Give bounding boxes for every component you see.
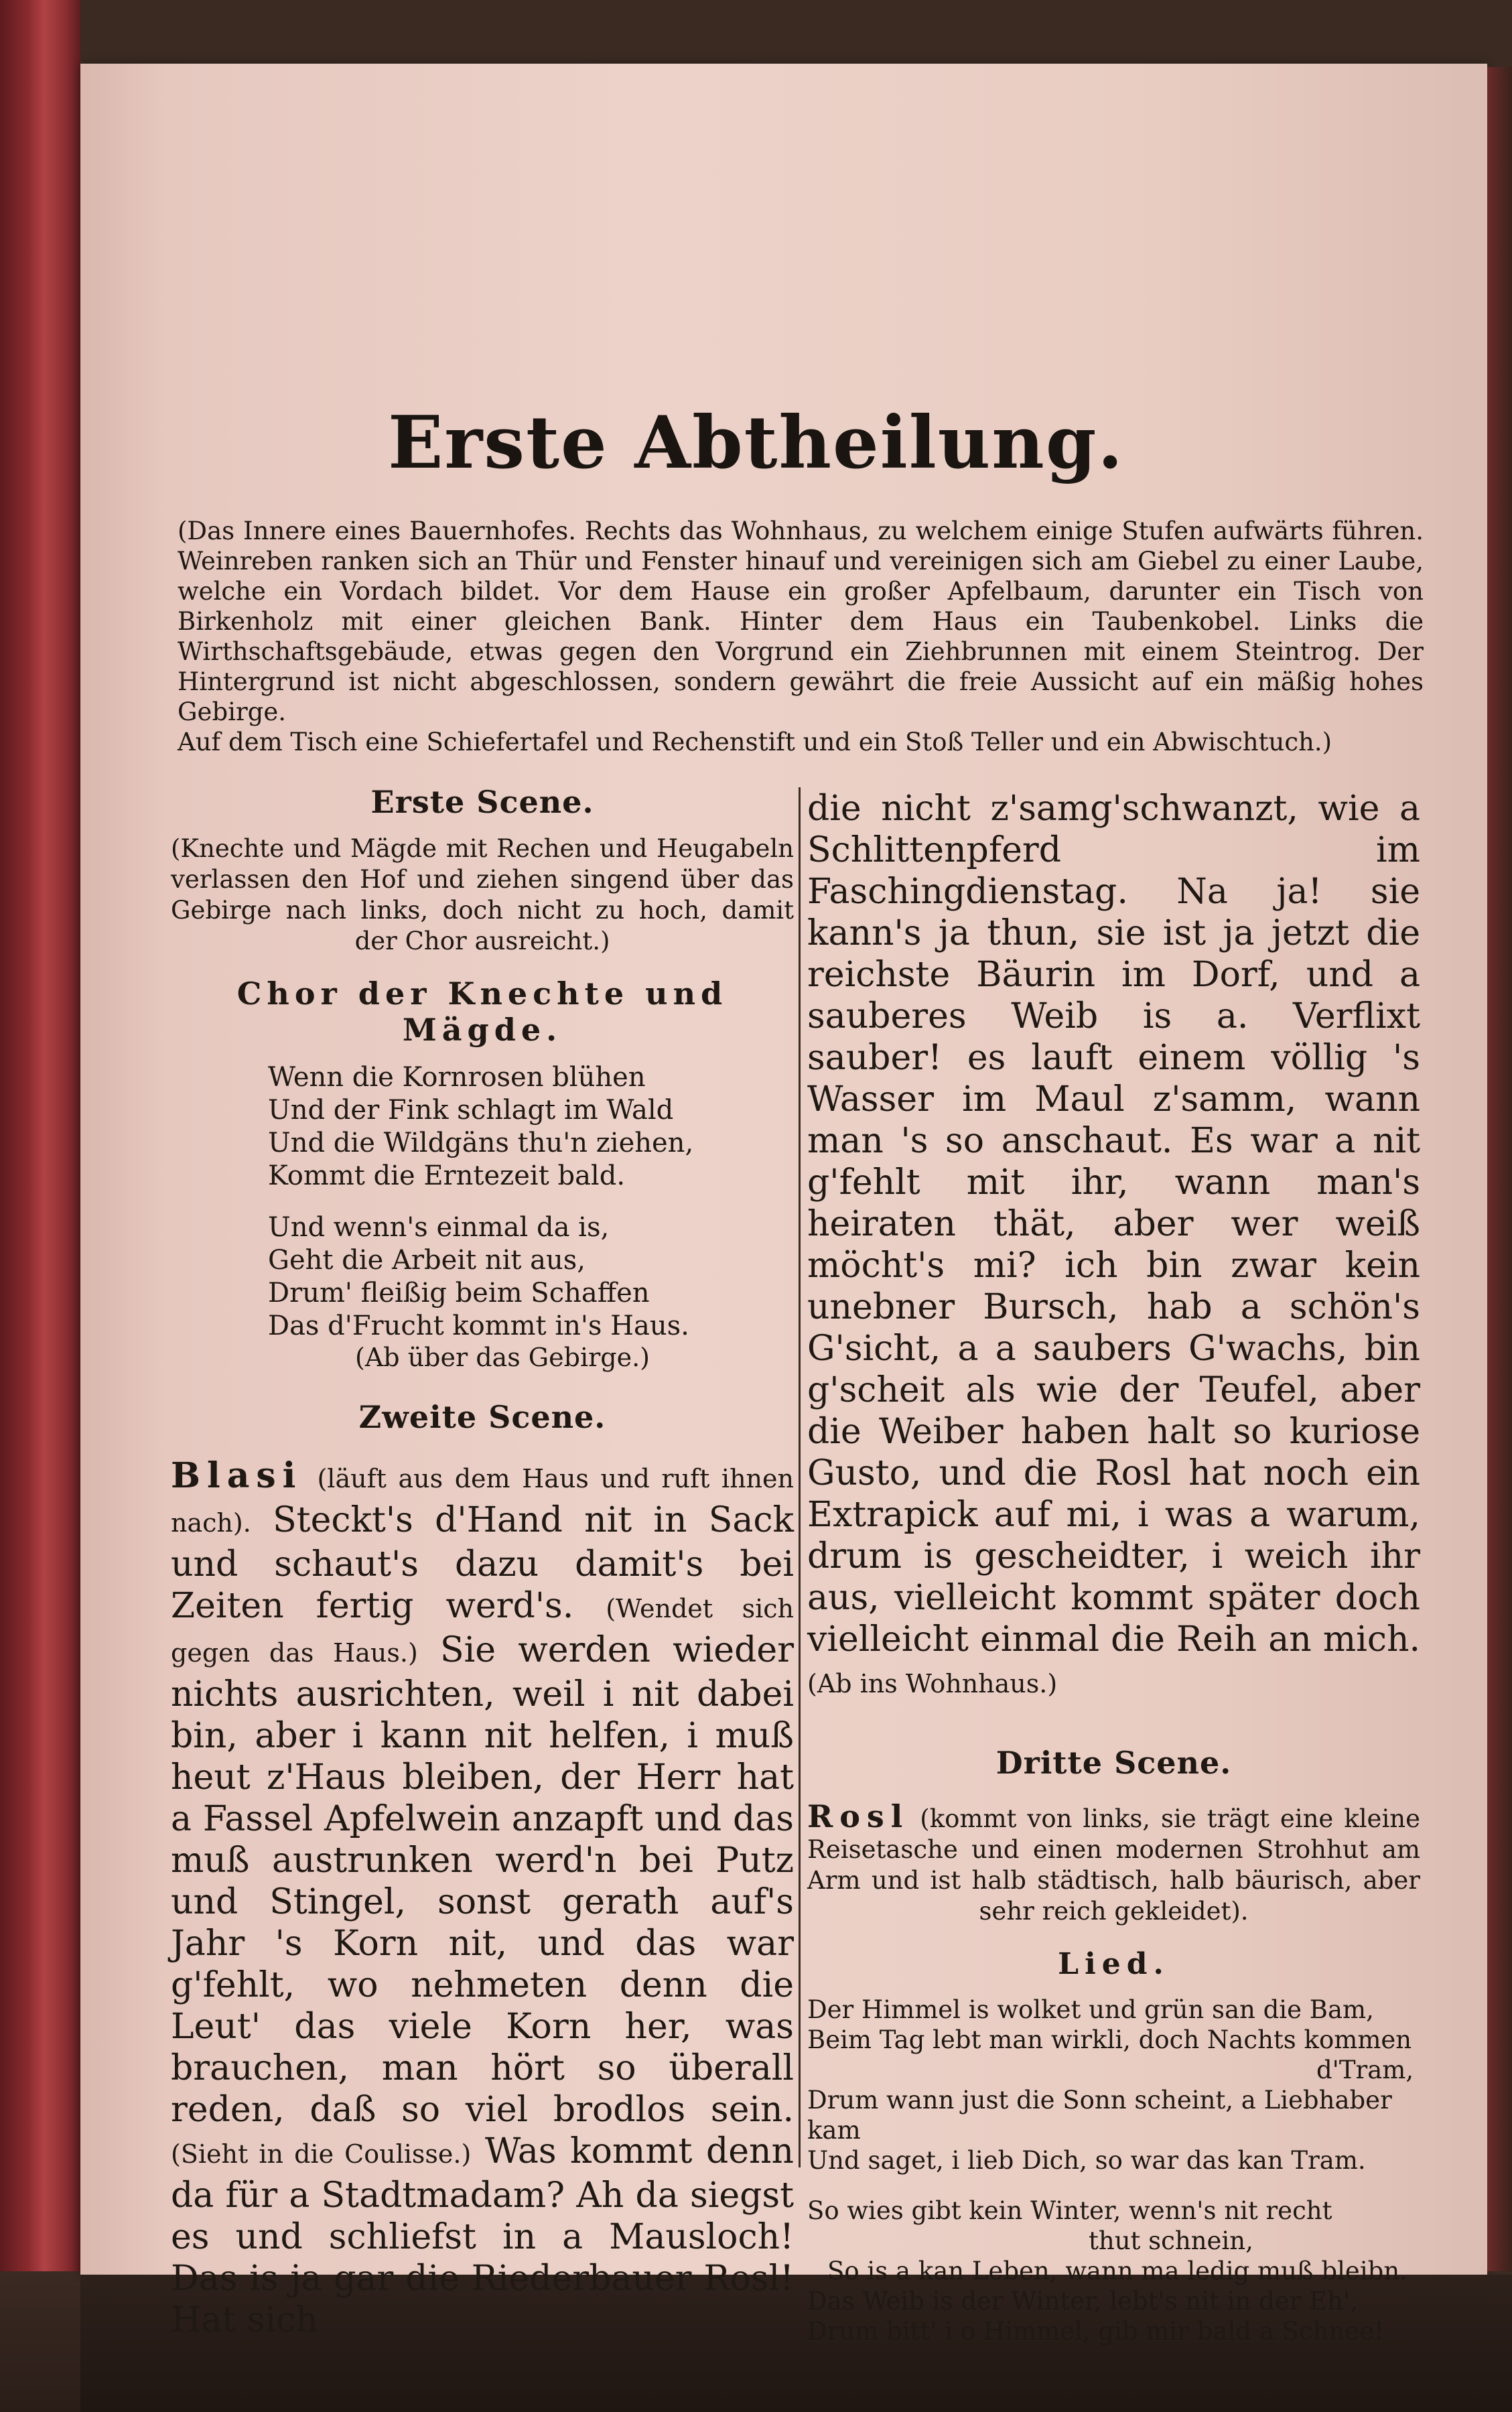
speaker-name: Blasi xyxy=(171,1455,303,1496)
verse-line: Wenn die Kornrosen blühen xyxy=(268,1062,646,1093)
stage-direction: (läuft aus dem Haus und ruft ihnen nach). xyxy=(171,1464,794,1538)
dialogue: Sie werden wieder nichts ausrichten, weil i nit dabei bin, aber i kann nit helfen, i muß heut z'Haus bleiben, der Herr hat a Fassel Apfelwein anzapft und das muß austrunken werd'n bei Putz und Stingel, sonst gerath auf's Jahr 's Korn nit, und das war g'fehlt, wo nehmeten denn die Leut' das viele Korn her, was brauchen, man hört so überall reden, daß so viel brodlos sein. xyxy=(171,1630,794,2130)
right-column xyxy=(807,770,1420,2346)
song-lyrics xyxy=(807,1995,1420,2346)
blasi-speech-continued xyxy=(807,788,1420,1704)
speaker-name: Rosl xyxy=(807,1798,910,1834)
song-line: Der Himmel is wolket und grün san die Bam, xyxy=(807,1995,1374,2024)
left-column xyxy=(171,770,794,2341)
book-spine-left xyxy=(0,0,80,2412)
chorus-exit-direction: (Ab über das Gebirge.) xyxy=(355,1343,650,1372)
song-line: Und saget, i lieb Dich, so war das kan Tram. xyxy=(807,2146,1366,2175)
song-line: So wies gibt kein Winter, wenn's nit recht xyxy=(807,2196,1332,2225)
scene-title-1: Erste Scene. xyxy=(370,784,594,820)
dialogue: die nicht z'samg'schwanzt, wie a Schlittenpferd im Faschingdienstag. Na ja! sie kann's ja thun, sie ist ja jetzt die reichste Bäurin im Dorf, und a sauberes Weib is a. Verflixt sauber! es lauft einem völlig 's Wasser im Maul z'samm, wann man 's so anschaut. Es war a nit g'fehlt mit ihr, wann man's heiraten thät, aber wer weiß möcht's mi? ich bin zwar kein unebner Bursch, hab a schön's G'sicht, a a saubers G'wachs, bin g'scheit als wie der Teufel, aber die Weiber haben halt so kuriose Gusto, und die Rosl hat noch ein Extrapick auf mi, i was a warum, drum is gescheidter, i weich ihr aus, vielleicht kommt später doch vielleicht einmal die Reih an mich. xyxy=(807,789,1420,1660)
scene-title-2: Zweite Scene. xyxy=(358,1399,606,1435)
stage-direction: (Ab ins Wohnhaus.) xyxy=(807,1669,1058,1698)
song-line: Drum wann just die Sonn scheint, a Liebhaber kam xyxy=(807,2086,1392,2145)
scene-title-3: Dritte Scene. xyxy=(995,1745,1232,1781)
column-divider xyxy=(799,787,801,2167)
page-edge xyxy=(1487,67,1512,2271)
blasi-speech xyxy=(171,1455,794,2341)
stage-direction: (Sieht in die Coulisse.) xyxy=(171,2139,472,2169)
dialogue: Was kommt denn da für a Stadtmadam? Ah da siegst es und schliefst in a Mausloch! Das is ja gar die Riederbauer Rosl! Hat sich xyxy=(171,2131,795,2340)
page-title: Erste Abtheilung. xyxy=(388,401,1124,485)
song-line: thut schnein, xyxy=(1089,2226,1253,2255)
verse-line: Und der Fink schlagt im Wald xyxy=(268,1095,674,1126)
verse-line: Kommt die Erntezeit bald. xyxy=(268,1160,626,1191)
chorus-verse-1 xyxy=(171,1061,794,1193)
song-line: d'Tram, xyxy=(1316,2056,1414,2084)
intro-last-line: Auf dem Tisch eine Schiefertafel und Rechenstift und ein Stoß Teller und ein Abwischtuch.) xyxy=(178,728,1332,756)
scene1-direction: (Knechte und Mägde mit Rechen und Heugabeln verlassen den Hof und ziehen singend über das Gebirge nach links, doch nicht zu hoch, damit der Chor ausreicht.) xyxy=(171,834,794,955)
intro-text: (Das Innere eines Bauernhofes. Rechts das Wohnhaus, zu welchem einige Stufen aufwärts führen. Weinreben ranken sich an Thür und Fenster hinauf und vereinigen sich am Giebel zu einer Laube, welche ein Vordach bildet. Vor dem Hause ein großer Apfelbaum, darunter ein Tisch von Birkenholz mit einer gleichen Bank. Hinter dem Haus ein Taubenkobel. Links die Wirthschaftsgebäude, etwas gegen den Vorgrund ein Ziehbrunnen mit einem Steintrog. Der Hintergrund ist nicht abgeschlossen, sondern gewährt die freie Aussicht auf ein mäßig hohes Gebirge. xyxy=(178,517,1424,726)
rosl-entrance xyxy=(807,1798,1421,1927)
verse-line: Geht die Arbeit nit aus, xyxy=(268,1245,586,1276)
verse-line: Das d'Frucht kommt in's Haus. xyxy=(268,1311,689,1341)
verse-line: Und die Wildgäns thu'n ziehen, xyxy=(268,1128,694,1158)
verse-line: Und wenn's einmal da is, xyxy=(268,1212,610,1243)
dialogue: Steckt's d'Hand nit in Sack und schaut's dazu damit's bei Zeiten fertig werd's. xyxy=(171,1500,795,1626)
book-corner xyxy=(0,2271,80,2412)
song-line: Das Weib is der Winter, lebt's nit in der Eh', xyxy=(807,2287,1358,2316)
intro-stage-direction xyxy=(178,516,1424,757)
song-title: Lied. xyxy=(1058,1947,1170,1981)
chorus-heading: Chor der Knechte und Mägde. xyxy=(236,976,728,1048)
verse-line: Drum' fleißig beim Schaffen xyxy=(268,1278,650,1309)
song-line: So is a kan Leben, wann ma ledig muß bleibn. xyxy=(827,2257,1407,2285)
stage-direction: (Wendet sich gegen das Haus.) xyxy=(171,1594,794,1668)
song-line: Beim Tag lebt man wirkli, doch Nachts kommen xyxy=(807,2025,1412,2054)
chorus-verse-2 xyxy=(171,1211,794,1343)
stage-direction: (kommt von links, sie trägt eine kleine Reisetasche und einen modernen Strohhut am Arm und ist halb städtisch, halb bäurisch, aber sehr reich gekleidet). xyxy=(807,1804,1421,1926)
song-line: Drum bitt' i o Himmel, gib mir bald a Schnee! xyxy=(807,2317,1384,2346)
